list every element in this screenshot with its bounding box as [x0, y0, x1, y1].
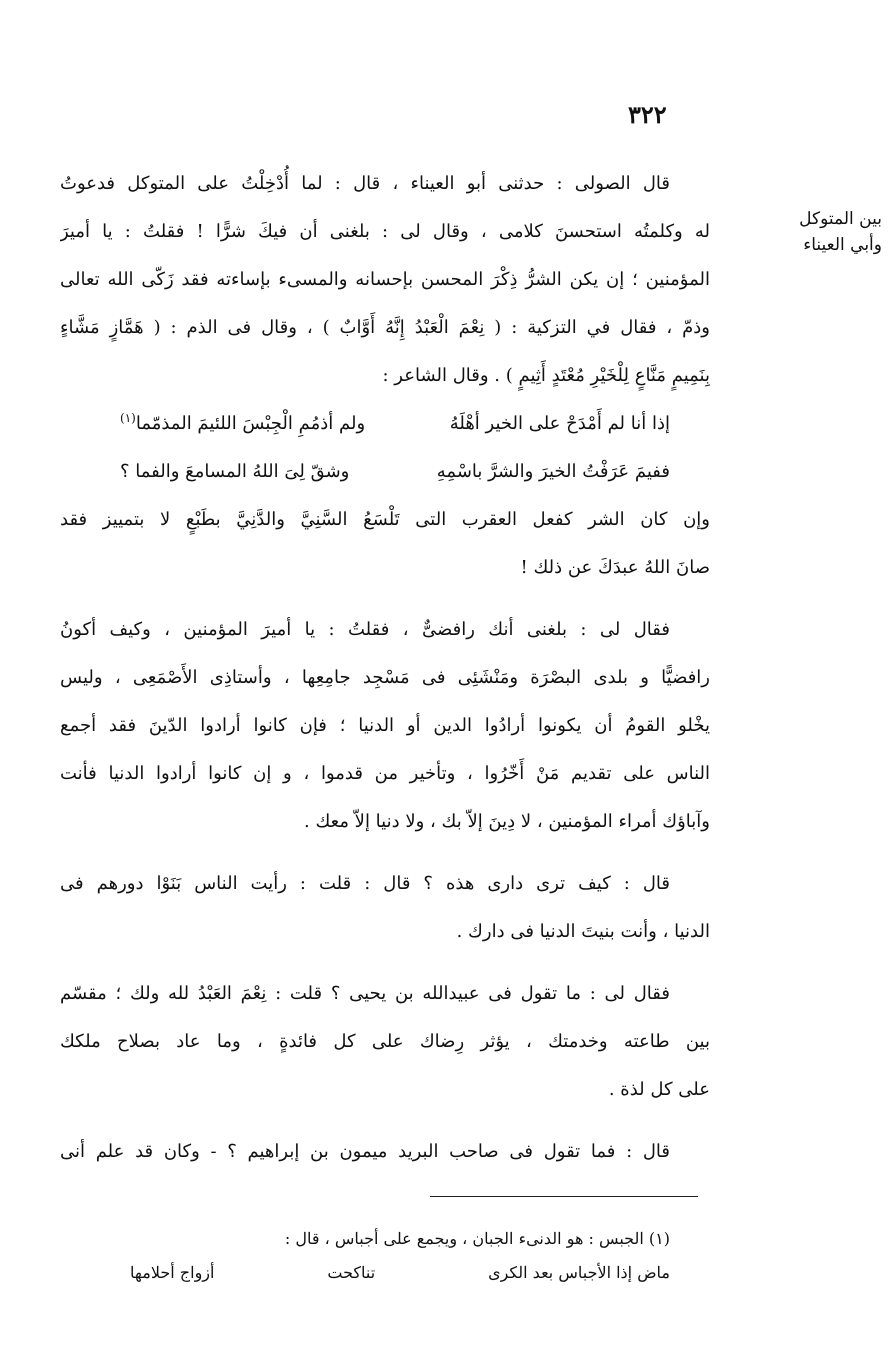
verse-hemistich-second — [120, 400, 365, 448]
verse-hemistich-text: ولم أذمُمِ الْجِبْسَ اللئيمَ المذمّما — [135, 413, 366, 434]
margin-note-line: بين المتوكل — [799, 209, 882, 229]
text-line: قال الصولى : حدثنى أبو العيناء ، قال : لما أُدْخِلْتُ على المتوكل فدعوتُ — [60, 173, 670, 194]
verse-hemistich-second: وشقّ لِىَ اللهُ المسامعَ والفما ؟ — [120, 461, 350, 482]
text-line: يخْلو القومُ أن يكونوا أرادُوا الدين أو الدنيا ؛ فإن كانوا أرادوا الدّينَ فقد أجمع — [60, 715, 710, 736]
text-line: بين طاعته وخدمتك ، يؤثر رِضاك على كل فائدةٍ ، وما عاد بصلاح ملكك — [60, 1031, 710, 1052]
text-line: قال : فما تقول فى صاحب البريد ميمون بن إبراهيم ؟ - وكان قد علم أنى — [60, 1141, 670, 1162]
text-line: على كل لذة . — [608, 1079, 710, 1100]
footnote — [110, 1222, 670, 1290]
verse-hemistich-first: ففيمَ عَرَفْتُ الخيرَ والشرَّ باسْمِهِ — [436, 461, 670, 482]
footnote-text: (١) الجبس : هو الدنىء الجبان ، ويجمع على أجباس ، قال : — [284, 1229, 670, 1248]
margin-note — [752, 206, 882, 258]
text-line: الناس على تقديم مَنْ أَخّرُوا ، وتأخير من قدموا ، و إن كانوا أرادوا الدنيا فأنت — [60, 763, 710, 784]
text-line: رافضيًّا و بلدى البصْرَة ومَنْشَئِى فى مَسْجِد جامِعِها ، وأستاذِى الأَصْمَعِى ، وليس — [60, 667, 710, 688]
poem-verse — [60, 400, 710, 448]
footnote-verse-second: أزواج أحلامها — [130, 1263, 215, 1282]
text-line: فقال لى : ما تقول فى عبيدالله بن يحيى ؟ قلت : نِعْمَ العَبْدُ لله ولك ؛ مقسّم — [60, 983, 670, 1004]
text-line: قال : كيف ترى دارى هذه ؟ قال : قلت : رأيت الناس بَنَوْا دورهم فى — [60, 873, 670, 894]
text-line: وذمّ ، فقال في التزكية : ( نِعْمَ الْعَبْدُ إِنَّهُ أَوَّابٌ ) ، وقال فى الذم : ( هَمَّازٍ مَشَّاءٍ — [60, 317, 710, 338]
text-line: وآباؤك أمراء المؤمنين ، لا دِينَ إلاّ بك ، ولا دنيا إلاّ معك . — [304, 811, 710, 832]
footnote-verse — [110, 1256, 670, 1290]
text-line: صانَ اللهُ عبدَكَ عن ذلك ! — [520, 557, 710, 578]
text-line: الدنيا ، وأنت بنيتَ الدنيا فى دارك . — [456, 921, 710, 942]
text-line: المؤمنين ؛ إن يكن الشرُّ ذِكْرَ المحسن بإحسانه والمسىء بإساءته فقد زَكّى الله تعالى — [60, 269, 710, 290]
page-number: ٣٢٢ — [628, 100, 667, 129]
text-line: فقال لى : بلغنى أنك رافضىٌّ ، فقلتُ : يا أميرَ المؤمنين ، وكيف أكونُ — [60, 619, 670, 640]
footnote-verse-middle: تناكحت — [327, 1263, 376, 1282]
footnote-divider — [430, 1196, 698, 1197]
text-line: بِنَمِيمٍ مَنَّاعٍ لِلْخَيْرِ مُعْتَدٍ أَثِيمٍ ) . وقال الشاعر : — [382, 365, 710, 386]
footnote-marker: (١) — [120, 411, 136, 425]
verse-hemistich-first: إذا أنا لم أَمْدَحْ على الخير أهْلَهُ — [449, 413, 670, 434]
footnote-verse-first: ماض إذا الأجباس بعد الكرى — [488, 1263, 670, 1282]
text-line: له وكلمتُه استحسنَ كلامى ، وقال لى : بلغنى أن فيكَ شرًّا ! فقلتُ : يا أميرَ — [60, 221, 710, 242]
poem-verse — [60, 448, 710, 496]
main-text — [60, 160, 710, 1176]
margin-note-line: وأبي العيناء — [803, 235, 882, 255]
text-line: وإن كان الشر كفعل العقرب التى تَلْسَعُ السَّنِيَّ والدَّنِيَّ بطَبْعٍ لا بتمييز فقد — [60, 509, 710, 530]
